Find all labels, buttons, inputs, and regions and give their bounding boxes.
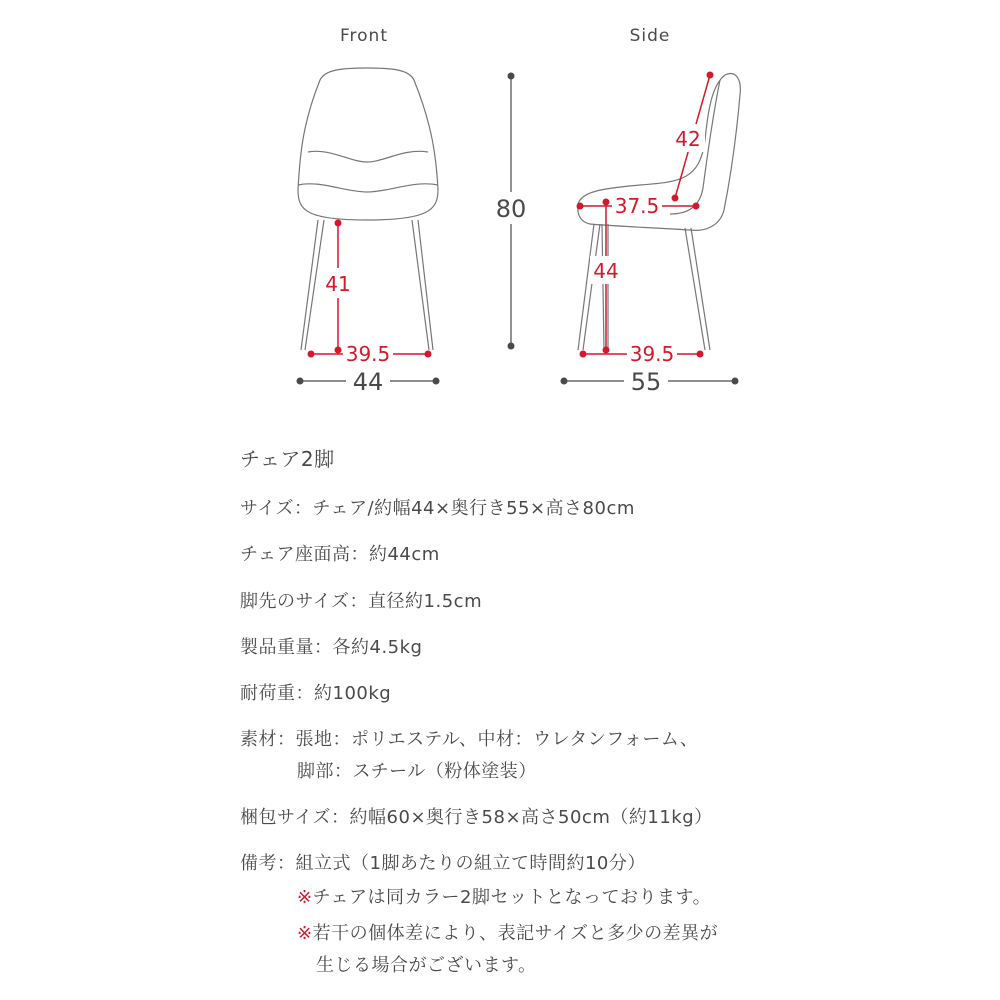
spec-foot-size: 脚先のサイズ：直径約1.5cm [240, 591, 483, 612]
front-seat-height-label: 41 [325, 272, 351, 296]
note-variance-line2: 生じる場合がございます。 [316, 955, 537, 976]
front-width-label: 44 [352, 368, 384, 396]
side-seat-depth-label: 37.5 [614, 194, 660, 218]
note-variance-text: 若干の個体差により、表記サイズと多少の差異が [312, 923, 719, 944]
front-leg-span-label: 39.5 [345, 342, 391, 366]
spec-seat-height: チェア座面高：約44cm [240, 544, 440, 565]
side-back-height-label: 42 [675, 127, 701, 151]
front-chair-illustration [298, 68, 438, 350]
side-view-label: Side [629, 26, 671, 46]
chair-dimension-diagram [0, 0, 1000, 420]
note-set-text: チェアは同カラー2脚セットとなっております。 [312, 887, 712, 908]
spec-material-line1: 素材：張地：ポリエステル、中材：ウレタンフォーム、 [240, 729, 699, 750]
spec-weight: 製品重量：各約4.5kg [240, 637, 423, 658]
spec-size: サイズ：チェア/約幅44×奥行き55×高さ80cm [240, 498, 635, 519]
note-variance [297, 919, 718, 945]
spec-load: 耐荷重：約100kg [240, 683, 392, 704]
note-set [297, 883, 711, 909]
side-depth-label: 55 [630, 368, 662, 396]
spec-remarks: 備考：組立式（1脚あたりの組立て時間約10分） [240, 853, 646, 874]
spec-package: 梱包サイズ：約幅60×奥行き58×高さ50cm（約11kg） [240, 807, 713, 828]
note-mark: ※ [297, 923, 313, 944]
side-seat-height-label: 44 [593, 259, 619, 283]
total-height-label: 80 [495, 195, 527, 223]
front-view-label: Front [340, 26, 388, 46]
spec-material-line2: 脚部：スチール（粉体塗装） [297, 761, 537, 782]
note-mark: ※ [297, 887, 313, 908]
side-leg-span-label: 39.5 [629, 342, 675, 366]
spec-title: チェア2脚 [240, 447, 335, 471]
